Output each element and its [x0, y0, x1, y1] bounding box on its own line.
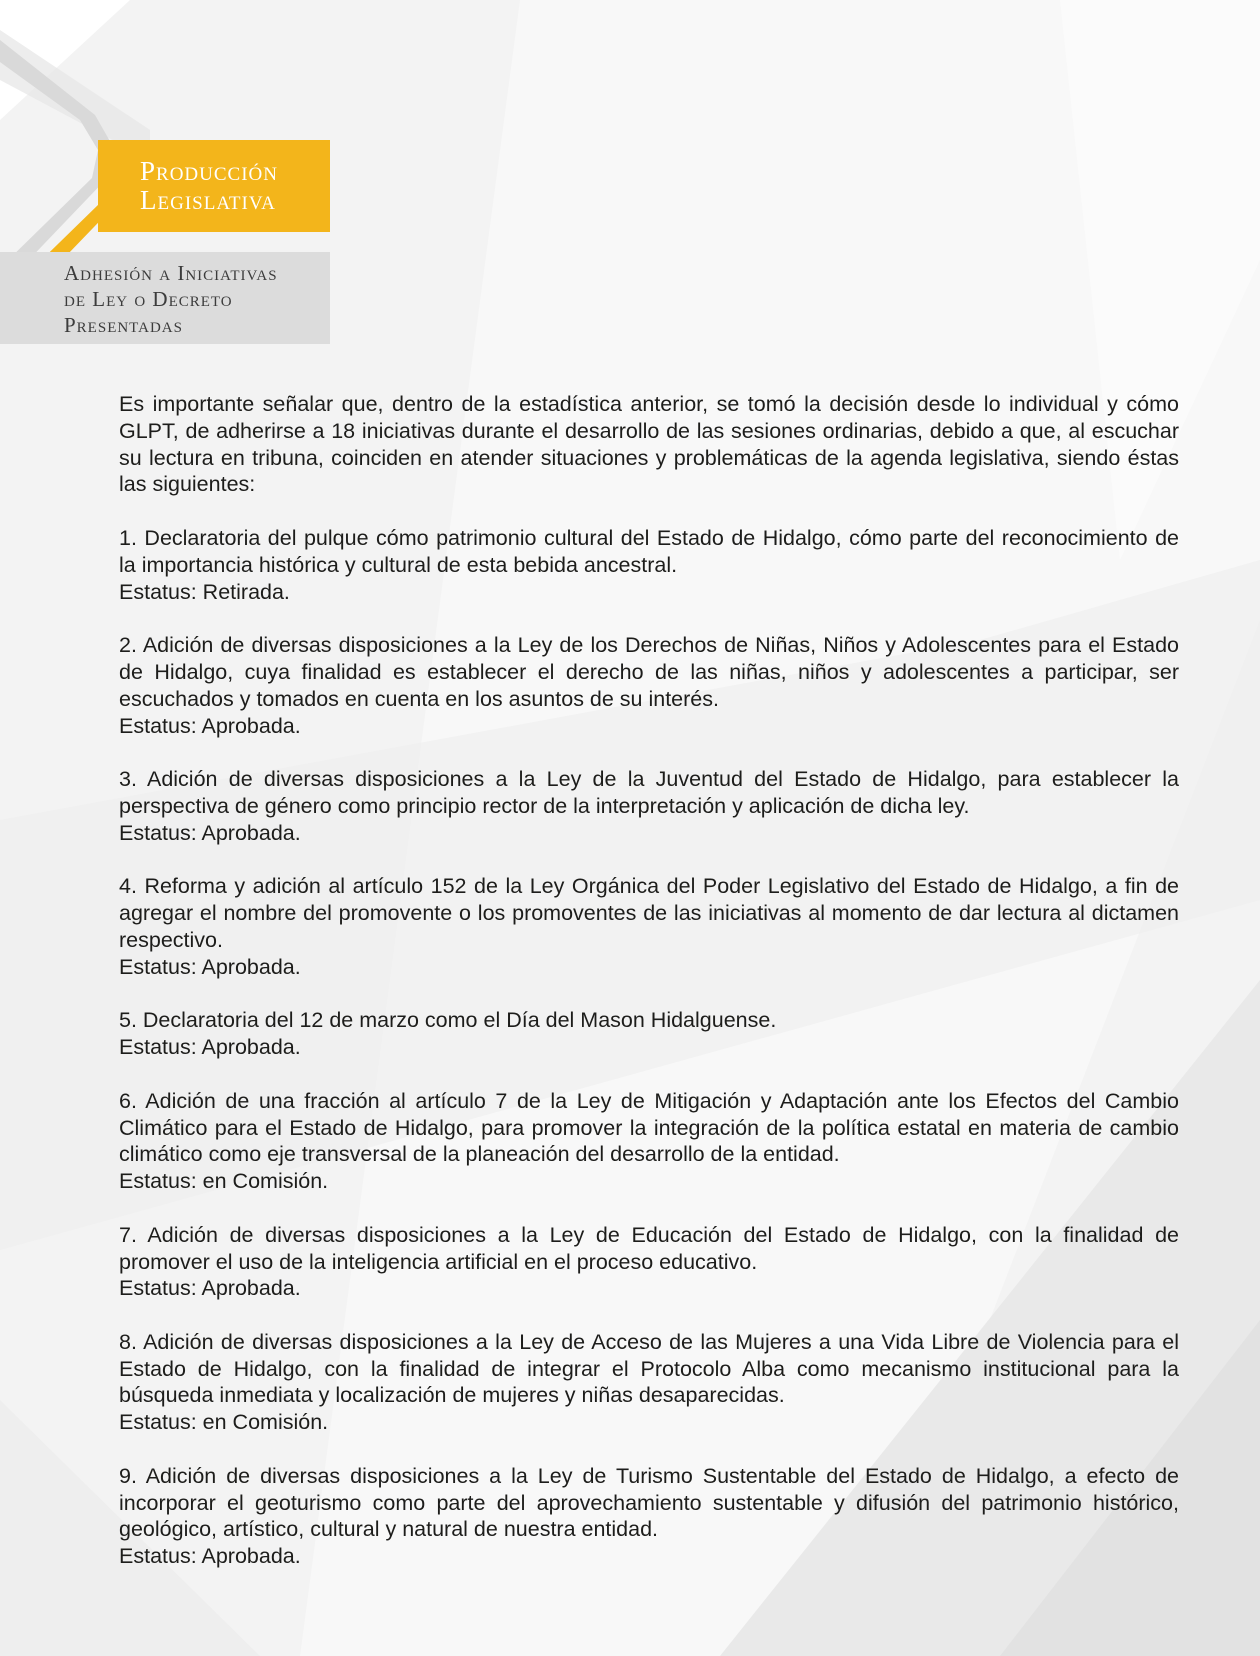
status-label: Estatus:: [119, 1169, 197, 1194]
section-title: [140, 157, 278, 215]
initiative-item: [119, 1007, 1179, 1061]
initiative-status: [119, 1034, 1179, 1061]
status-label: Estatus:: [119, 579, 197, 604]
initiative-item: [119, 1463, 1179, 1570]
initiative-status: [119, 1275, 1179, 1302]
initiative-item: [119, 1329, 1179, 1436]
intro-paragraph: Es importante señalar que, dentro de la estadística anterior, se tomó la decisión desde lo individual y cómo GLPT, de adherirse a 18 iniciativas durante el desarrollo de las sesiones ordinarias, debido a que, al escuchar su lectura en tribuna, coinciden en atender situaciones y problemáticas de la agenda legislativa, siendo éstas las siguientes:: [119, 392, 1179, 497]
initiative-text: 1. Declaratoria del pulque cómo patrimonio cultural del Estado de Hidalgo, cómo parte del reconocimiento de la importancia histórica y cultural de esta bebida ancestral.: [119, 525, 1179, 577]
initiative-status: [119, 1409, 1179, 1436]
initiative-item: [119, 873, 1179, 980]
section-title-line: Legislativa: [140, 185, 276, 215]
section-title-line: Producción: [140, 156, 278, 186]
initiative-status: [119, 1543, 1179, 1570]
initiative-status: [119, 820, 1179, 847]
status-value: Aprobada.: [201, 713, 301, 738]
initiative-item: [119, 1088, 1179, 1195]
initiative-text: 9. Adición de diversas disposiciones a la Ley de Turismo Sustentable del Estado de Hidalgo, a efecto de incorporar el geoturismo como parte del aprovechamiento sustentable y difusión del patrimonio histórico, geológico, artístico, cultural y natural de nuestra entidad.: [119, 1463, 1179, 1542]
initiative-item: [119, 1222, 1179, 1302]
initiative-item: [119, 632, 1179, 739]
initiative-item: [119, 525, 1179, 605]
status-value: Aprobada.: [201, 954, 301, 979]
status-value: en Comisión.: [202, 1410, 329, 1435]
initiative-text: 8. Adición de diversas disposiciones a la Ley de Acceso de las Mujeres a una Vida Libre de Violencia para el Estado de Hidalgo, con la finalidad de integrar el Protocolo Alba como mecanismo institucional para la búsqueda inmediata y localización de mujeres y niñas desaparecidas.: [119, 1329, 1179, 1408]
initiative-text: 3. Adición de diversas disposiciones a la Ley de la Juventud del Estado de Hidalgo, para establecer la perspectiva de género como principio rector de la interpretación y aplicación de dicha ley.: [119, 767, 1179, 818]
initiative-text: 7. Adición de diversas disposiciones a la Ley de Educación del Estado de Hidalgo, con la finalidad de promover el uso de la inteligencia artificial en el proceso educativo.: [119, 1222, 1179, 1274]
subsection-title-line: de Ley o Decreto: [64, 287, 233, 311]
initiative-status: [119, 579, 1179, 606]
status-label: Estatus:: [119, 820, 197, 845]
initiative-status: [119, 713, 1179, 740]
subsection-title-line: Adhesión a Iniciativas: [64, 261, 278, 285]
status-label: Estatus:: [119, 1410, 197, 1435]
status-label: Estatus:: [119, 954, 197, 979]
initiative-text: 6. Adición de una fracción al artículo 7 de la Ley de Mitigación y Adaptación ante los Efectos del Cambio Climático para el Estado de Hidalgo, para promover la integración de la política estatal en materia de cambio climático como eje transversal de la planeación del desarrollo de la entidad.: [119, 1088, 1179, 1167]
status-value: en Comisión.: [202, 1169, 329, 1194]
section-header: [0, 0, 340, 350]
status-label: Estatus:: [119, 1035, 197, 1060]
status-value: Aprobada.: [201, 820, 301, 845]
document-body: [119, 391, 1179, 1597]
subsection-title: [64, 260, 278, 338]
initiative-text: 4. Reforma y adición al artículo 152 de la Ley Orgánica del Poder Legislativo del Estado de Hidalgo, a fin de agregar el nombre del promovente o los promoventes de las iniciativas al momento de dar lectura al dictamen respectivo.: [119, 874, 1179, 952]
status-value: Aprobada.: [201, 1035, 301, 1060]
status-label: Estatus:: [119, 713, 197, 738]
status-label: Estatus:: [119, 1544, 197, 1569]
initiative-text: 2. Adición de diversas disposiciones a la Ley de los Derechos de Niñas, Niños y Adolescentes para el Estado de Hidalgo, cuya finalidad es establecer el derecho de las niñas, niños y adolescentes a participar, ser escuchados y tomados en cuenta en los asuntos de su interés.: [119, 633, 1179, 711]
status-value: Retirada.: [202, 579, 290, 604]
initiative-status: [119, 954, 1179, 981]
initiative-status: [119, 1168, 1179, 1195]
subsection-title-line: Presentadas: [64, 313, 183, 337]
initiative-text: 5. Declaratoria del 12 de marzo como el Día del Mason Hidalguense.: [119, 1008, 777, 1033]
status-value: Aprobada.: [201, 1276, 301, 1301]
status-value: Aprobada.: [201, 1544, 301, 1569]
initiative-item: [119, 766, 1179, 846]
status-label: Estatus:: [119, 1276, 197, 1301]
